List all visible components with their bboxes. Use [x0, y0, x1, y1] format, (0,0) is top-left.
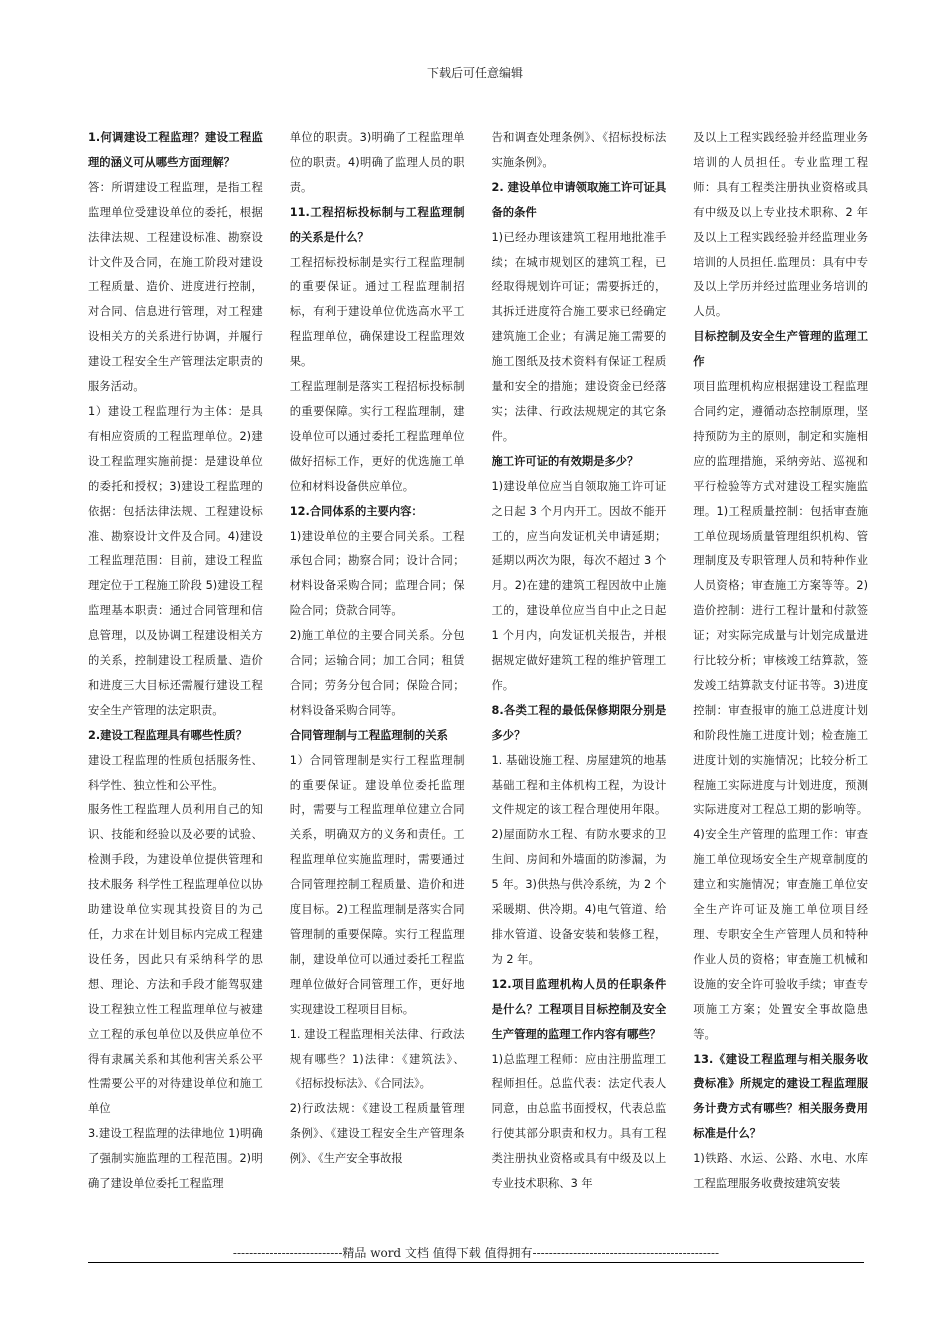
footer-rule [88, 1262, 864, 1263]
section-heading: 目标控制及安全生产管理的监理工作 [693, 330, 868, 369]
page-footer: ---------------------------精品 word 文档 值得下载 值得拥有---------------------------------------------- [232, 1246, 720, 1260]
page-header: 下载后可任意编辑 [426, 66, 523, 80]
body-paragraph: 及以上工程实践经验并经监理业务培训的人员担任。专业监理工程师：具有工程类注册执业资格或具有中级及以上专业技术职称、2 年及以上工程实践经验并经监理业务培训的人员担任.监理员：具有中专及以上学历并经过监理业务培训的人员。 [693, 131, 868, 319]
section-heading: 12.合同体系的主要内容： [289, 504, 423, 518]
body-paragraph: 1）建设工程监理行为主体：是具有相应资质的工程监理单位。2)建设工程监理实施前提：是建设单位的委托和授权；3)建设工程监理的依据：包括法律法规、工程建设标准、勘察设计文件及合同。4)建设工程监理范围：目前，建设工程监理定位于工程施工阶段 5)建设工程监理基本职责：通过合同管理和信息管理，以及协调工程建设相关方的关系，控制建设工程质量、造价和进度三大目标还需履行建设工程安全生产管理的法定职责。 [88, 404, 263, 717]
section-heading: 8.各类工程的最低保修期限分别是多少？ [491, 703, 667, 742]
body-paragraph: 答：所谓建设工程监理，是指工程监理单位受建设单位的委托，根据法律法规、工程建设标准、勘察设计文件及合同，在施工阶段对建设工程质量、造价、进度进行控制，对合同、信息进行管理，对工程建设相关方的关系进行协调，并履行建设工程安全生产管理法定职责的服务活动。 [88, 180, 263, 394]
body-paragraph: 项目监理机构应根据建设工程监理合同约定，遵循动态控制原理，坚持预防为主的原则，制定和实施相应的监理措施，采纳旁站、巡视和平行检验等方式对建设工程实施监理。1)工程质量控制：包括审查施工单位现场质量管理组织机构、管理制度及专职管理人员和特种作业人员资格；审查施工方案等等。2)造价控制：进行工程计量和付款签证；对实际完成量与计划完成量进行比较分析；审核竣工结算款，签发竣工结算款支付证书等。3)进度控制：审查报审的施工总进度计划和阶段性施工进度计划；检查施工进度计划的实施情况；比较分析工程施工实际进度与计划进度，预测实际进度对工程总工期的影响等。4)安全生产管理的监理工作：审查施工单位现场安全生产规章制度的建立和实施情况；审查施工单位安全生产许可证及施工单位项目经理、专职安全生产管理人员和特种作业人员的资格；审查施工机械和设施的安全许可验收手续；审查专项施工方案；处置安全事故隐患等。 [693, 380, 868, 1041]
body-paragraph: 1)已经办理该建筑工程用地批准手续；在城市规划区的建筑工程，已经取得规划许可证；需要拆迁的，其拆迁进度符合施工要求已经确定建筑施工企业；有满足施工需要的施工图纸及技术资料有保证工程质量和安全的措施；建设资金已经落实；法律、行政法规规定的其它条件。 [491, 230, 667, 443]
body-paragraph: 1)建设单位应当自领取施工许可证之日起 3 个月内开工。因故不能开工的，应当向发证机关申请延期；延期以两次为限，每次不超过 3 个月。2)在建的建筑工程因故中止施工的，建设单位应当自中止之日起 1 个月内，向发证机关报告，并根据规定做好建筑工程的维护管理工作。 [491, 479, 667, 692]
column-2 [290, 126, 465, 1216]
section-heading: 13.《建设工程监理与相关服务收费标准》所规定的建设工程监理服务计费方式有哪些？相关服务费用标准是什么？ [693, 1052, 868, 1141]
section-heading: 11.工程招标投标制与工程监理制的关系是什么？ [289, 205, 465, 244]
column-1 [88, 126, 263, 1216]
body-paragraph: 1)铁路、水运、公路、水电、水库工程监理服务收费按建筑安装 [693, 1152, 868, 1191]
section-heading: 2.建设工程监理具有哪些性质？ [88, 728, 248, 742]
column-4 [693, 126, 868, 1216]
text-columns [88, 126, 868, 1216]
body-paragraph: 2)行政法规：《建设工程质量管理条例》、《建设工程安全生产管理条例》、《生产安全事故报 [289, 1102, 465, 1166]
body-paragraph: 1)总监理工程师：应由注册监理工程师担任。总监代表：法定代表人同意，由总监书面授权，代表总监行使其部分职责和权力。具有工程类注册执业资格或具有中级及以上专业技术职称、3 年 [491, 1052, 667, 1191]
body-paragraph: 服务性工程监理人员利用自己的知识、技能和经验以及必要的试验、检测手段，为建设单位提供管理和技术服务 科学性工程监理单位以协助建设单位实现其投资目的为己任，力求在计划目标内完成工程建设任务，因此只有采纳科学的思想、理论、方法和手段才能驾驭建设工程独立性工程监理单位与被建立工程的承包单位以及供应单位不得有隶属关系和其他利害关系公平性需要公平的对待建设单位和施工单位 [88, 803, 263, 1116]
body-paragraph: 工程监理制是落实工程招标投标制的重要保障。实行工程监理制，建设单位可以通过委托工程监理单位做好招标工作，更好的优选施工单位和材料设备供应单位。 [289, 380, 465, 493]
column-3 [492, 126, 667, 1216]
body-paragraph: 告和调查处理条例》、《招标投标法实施条例》。 [491, 131, 667, 169]
section-heading: 2. 建设单位申请领取施工许可证具备的条件 [491, 180, 667, 219]
section-heading: 1.何调建设工程监理？建设工程监理的涵义可从哪些方面理解？ [88, 131, 263, 169]
body-paragraph: 单位的职责。3)明确了工程监理单位的职责。4)明确了监理人员的职责。 [289, 131, 465, 194]
body-paragraph: 建设工程监理的性质包括服务性、科学性、独立性和公平性。 [88, 753, 263, 792]
body-paragraph: 1. 建设工程监理相关法律、行政法规有哪些？1)法律：《建筑法》、《招标投标法》、《合同法》。 [289, 1027, 465, 1091]
body-paragraph: 工程招标投标制是实行工程监理制的重要保证。通过工程监理制招标，有利于建设单位优选高水平工程监理单位，确保建设工程监理效果。 [289, 255, 465, 369]
section-heading: 施工许可证的有效期是多少？ [491, 454, 639, 468]
body-paragraph: 2)施工单位的主要合同关系。分包合同；运输合同；加工合同；租赁合同；劳务分包合同；保险合同；材料设备采购合同等。 [289, 629, 465, 717]
section-heading: 合同管理制与工程监理制的关系 [289, 728, 448, 742]
body-paragraph: 1）合同管理制是实行工程监理制的重要保证。建设单位委托监理时，需要与工程监理单位建立合同关系，明确双方的义务和责任。工程监理单位实施监理时，需要通过合同管理控制工程质量、造价和进度目标。2)工程监理制是落实合同管理制的重要保障。实行工程监理制，建设单位可以通过委托工程监理单位做好合同管理工作，更好地实现建设工程项目目标。 [289, 753, 465, 1016]
body-paragraph: 1)建设单位的主要合同关系。工程承包合同；勘察合同；设计合同；材料设备采购合同；监理合同；保险合同；贷款合同等。 [289, 529, 465, 618]
body-paragraph: 1. 基础设施工程、房屋建筑的地基基础工程和主体机构工程，为设计文件规定的该工程合理使用年限。2)屋面防水工程、有防水要求的卫生间、房间和外墙面的防渗漏，为 5 年。3)供热与供冷系统，为 2 个采暖期、供冷期。4)电气管道、给排水管道、设备安装和装修工程，为 2 年。 [491, 753, 667, 966]
body-paragraph: 3.建设工程监理的法律地位 1)明确了强制实施监理的工程范围。2)明确了建设单位委托工程监理 [88, 1127, 263, 1191]
section-heading: 12.项目监理机构人员的任职条件是什么？工程项目目标控制及安全生产管理的监理工作内容有哪些？ [491, 977, 667, 1041]
